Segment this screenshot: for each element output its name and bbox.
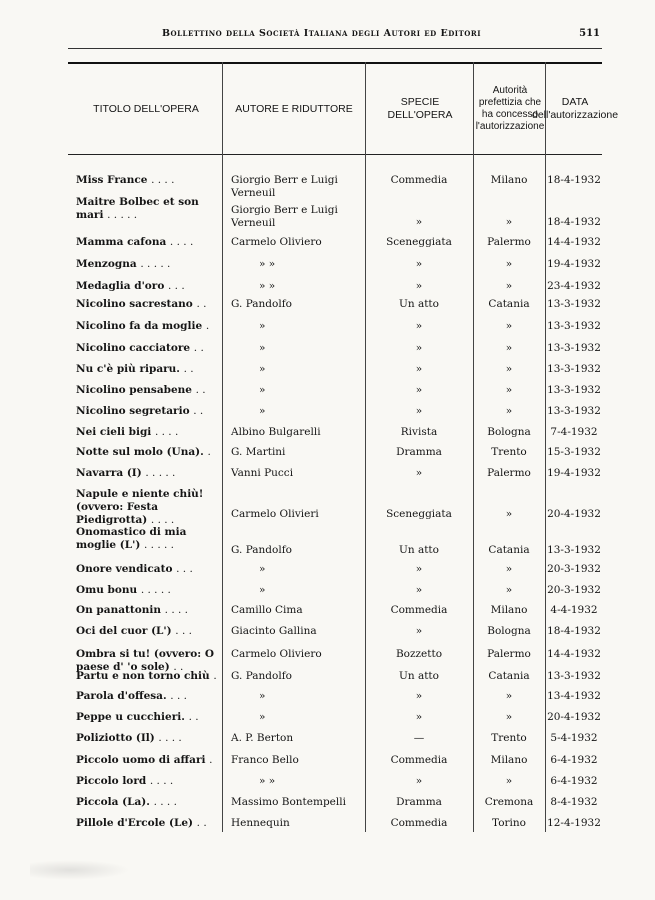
author-cell: A. P. Berton bbox=[231, 732, 294, 744]
leader-dots: . . bbox=[195, 384, 206, 396]
title-cell bbox=[76, 817, 218, 830]
author-cell: » bbox=[259, 405, 266, 417]
autorita-cell: Trento bbox=[491, 732, 527, 744]
header-rule bbox=[68, 48, 602, 49]
specie-cell: Un atto bbox=[399, 298, 439, 310]
title-cell bbox=[76, 320, 218, 333]
autorita-cell: Catania bbox=[488, 670, 530, 682]
title-cell bbox=[76, 690, 218, 703]
opera-title: Piccolo uomo di affari bbox=[76, 754, 206, 766]
opera-title: Onomastico di mia moglie (L') bbox=[76, 526, 187, 551]
table-row bbox=[0, 403, 655, 421]
table-row bbox=[0, 340, 655, 358]
leader-dots: . . . bbox=[167, 280, 185, 292]
page-number: 511 bbox=[579, 28, 600, 39]
running-header bbox=[50, 28, 600, 44]
leader-dots: . . . . bbox=[169, 236, 194, 248]
title-cell bbox=[76, 775, 218, 788]
journal-title: Bollettino della Società Italiana degli Autori ed Editori bbox=[162, 28, 481, 39]
author-cell: » bbox=[259, 384, 266, 396]
author-cell: Hennequin bbox=[231, 817, 290, 829]
table-row bbox=[0, 815, 655, 833]
col-header-autorita: Autorità prefettizia che ha concesso l'autorizzazione bbox=[475, 85, 545, 132]
col-header-specie: SPECIE DELL'OPERA bbox=[387, 96, 453, 121]
date-cell: 13-3-1932 bbox=[547, 384, 601, 396]
date-cell: 19-4-1932 bbox=[547, 467, 601, 479]
date-cell: 14-4-1932 bbox=[547, 648, 601, 660]
author-cell: » bbox=[259, 711, 266, 723]
opera-title: Menzogna bbox=[76, 258, 137, 270]
author-cell: Albino Bulgarelli bbox=[231, 426, 321, 438]
date-cell: 13-3-1932 bbox=[547, 363, 601, 375]
specie-cell: Sceneggiata bbox=[386, 508, 452, 520]
autorita-cell: » bbox=[505, 258, 513, 270]
autorita-cell: » bbox=[505, 320, 513, 332]
specie-cell: » bbox=[415, 280, 423, 292]
title-cell bbox=[76, 258, 218, 271]
opera-title: Piccolo lord bbox=[76, 775, 147, 787]
date-cell: 18-4-1932 bbox=[547, 174, 601, 186]
date-cell: 20-3-1932 bbox=[547, 563, 601, 575]
author-cell: » bbox=[259, 342, 266, 354]
opera-title: Nei cieli bigi bbox=[76, 426, 152, 438]
specie-cell: Commedia bbox=[390, 604, 448, 616]
opera-title: Omu bonu bbox=[76, 584, 138, 596]
author-cell: Vanni Pucci bbox=[231, 467, 294, 479]
date-cell: 15-3-1932 bbox=[547, 446, 601, 458]
autorita-cell: » bbox=[505, 363, 513, 375]
opera-title: Notte sul molo (Una). bbox=[76, 446, 204, 458]
leader-dots: . . bbox=[196, 298, 207, 310]
table-row bbox=[0, 278, 655, 296]
specie-cell: » bbox=[415, 467, 423, 479]
leader-dots: . . . . bbox=[153, 796, 177, 808]
date-cell: 13-3-1932 bbox=[547, 298, 601, 310]
author-cell: » bbox=[259, 690, 266, 702]
table-row bbox=[0, 194, 655, 230]
date-cell: 18-4-1932 bbox=[547, 625, 601, 637]
leader-dots: . . . . . bbox=[140, 584, 171, 596]
date-cell: 4-4-1932 bbox=[550, 604, 598, 616]
table-row bbox=[0, 602, 655, 620]
specie-cell: » bbox=[415, 216, 423, 228]
title-cell bbox=[76, 196, 218, 222]
author-cell: Carmelo Oliviero bbox=[231, 236, 322, 248]
leader-dots: . . . . . bbox=[140, 258, 171, 270]
opera-title: Oci del cuor (L') bbox=[76, 625, 172, 637]
opera-title: Poliziotto (Il) bbox=[76, 732, 155, 744]
specie-cell: Dramma bbox=[396, 446, 442, 458]
date-cell: 7-4-1932 bbox=[550, 426, 598, 438]
autorita-cell: » bbox=[505, 405, 513, 417]
title-cell bbox=[76, 796, 218, 809]
table-row bbox=[0, 486, 655, 526]
table-row bbox=[0, 296, 655, 314]
opera-title: Partu e non torno chiù bbox=[76, 670, 210, 682]
autorita-cell: Bologna bbox=[487, 426, 531, 438]
title-cell bbox=[76, 446, 218, 459]
leader-dots: . . . . bbox=[151, 174, 175, 186]
specie-cell: » bbox=[415, 775, 423, 787]
title-cell bbox=[76, 584, 218, 597]
title-cell bbox=[76, 236, 218, 249]
specie-cell: » bbox=[415, 563, 423, 575]
date-cell: 13-3-1932 bbox=[547, 405, 601, 417]
specie-cell: » bbox=[415, 625, 423, 637]
author-cell: » bbox=[259, 320, 266, 332]
table-row bbox=[0, 234, 655, 252]
opera-title: Nicolino sacrestano bbox=[76, 298, 193, 310]
author-cell: » » bbox=[259, 280, 276, 292]
autorita-cell: » bbox=[505, 775, 513, 787]
specie-cell: » bbox=[415, 584, 423, 596]
col-header-autore: AUTORE E RIDUTTORE bbox=[235, 102, 353, 115]
autorita-cell: Bologna bbox=[487, 625, 531, 637]
opera-title: Napule e niente chiù! (ovvero: Festa Piedigrotta) bbox=[76, 488, 204, 526]
opera-title: Piccola (La). bbox=[76, 796, 150, 808]
date-cell: 13-3-1932 bbox=[547, 342, 601, 354]
specie-cell: Commedia bbox=[390, 754, 448, 766]
autorita-cell: » bbox=[505, 216, 513, 228]
leader-dots: . . . . bbox=[149, 775, 174, 787]
leader-dots: . . . . . bbox=[145, 467, 176, 479]
table-row bbox=[0, 382, 655, 400]
leader-dots: . . . bbox=[170, 690, 187, 702]
opera-title: Medaglia d'oro bbox=[76, 280, 165, 292]
table-row bbox=[0, 709, 655, 727]
specie-cell: Commedia bbox=[390, 174, 448, 186]
author-cell: Franco Bello bbox=[231, 754, 299, 766]
title-cell bbox=[76, 363, 218, 376]
author-cell: Giorgio Berr e Luigi Verneuil bbox=[231, 204, 338, 229]
author-cell: Giacinto Gallina bbox=[231, 625, 317, 637]
opera-title: Nu c'è più riparu. bbox=[76, 363, 180, 375]
autorita-cell: » bbox=[505, 563, 513, 575]
table-row bbox=[0, 424, 655, 442]
date-cell: 20-4-1932 bbox=[547, 508, 601, 520]
author-cell: » » bbox=[259, 775, 276, 787]
table-row bbox=[0, 794, 655, 812]
col-header-titolo: TITOLO DELL'OPERA bbox=[93, 102, 199, 115]
title-cell bbox=[76, 526, 218, 552]
leader-dots: . . . . . bbox=[107, 209, 138, 221]
leader-dots: . . . . bbox=[164, 604, 189, 616]
autorita-cell: Palermo bbox=[487, 236, 531, 248]
title-cell bbox=[76, 426, 218, 439]
author-cell: G. Pandolfo bbox=[231, 298, 292, 310]
author-cell: Carmelo Olivieri bbox=[231, 508, 319, 520]
table-row bbox=[0, 444, 655, 462]
specie-cell: Un atto bbox=[399, 544, 439, 556]
table-row bbox=[0, 361, 655, 379]
specie-cell: Dramma bbox=[396, 796, 442, 808]
specie-cell: Commedia bbox=[390, 817, 448, 829]
opera-title: Pillole d'Ercole (Le) bbox=[76, 817, 194, 829]
specie-cell: » bbox=[415, 405, 423, 417]
autorita-cell: » bbox=[505, 508, 513, 520]
opera-title: Miss France bbox=[76, 174, 148, 186]
title-cell bbox=[76, 625, 218, 638]
leader-dots: . . . . bbox=[154, 426, 179, 438]
title-cell bbox=[76, 174, 218, 187]
title-cell bbox=[76, 298, 218, 311]
author-cell: Giorgio Berr e Luigi Verneuil bbox=[231, 174, 338, 199]
autorita-cell: Palermo bbox=[487, 467, 531, 479]
title-cell bbox=[76, 711, 218, 724]
autorita-cell: Catania bbox=[488, 544, 530, 556]
table-row bbox=[0, 465, 655, 483]
table-row bbox=[0, 730, 655, 748]
specie-cell: » bbox=[415, 342, 423, 354]
date-cell: 13-3-1932 bbox=[547, 670, 601, 682]
leader-dots: . bbox=[207, 446, 211, 458]
table-row bbox=[0, 688, 655, 706]
author-cell: » bbox=[259, 563, 266, 575]
specie-cell: » bbox=[415, 384, 423, 396]
date-cell: 8-4-1932 bbox=[550, 796, 598, 808]
opera-title: Nicolino segretario bbox=[76, 405, 190, 417]
title-cell bbox=[76, 280, 218, 293]
table-row bbox=[0, 752, 655, 770]
leader-dots: . . . bbox=[175, 625, 192, 637]
opera-title: Nicolino fa da moglie bbox=[76, 320, 203, 332]
autorita-cell: Palermo bbox=[487, 648, 531, 660]
leader-dots: . . bbox=[183, 363, 194, 375]
table-row bbox=[0, 773, 655, 791]
date-cell: 6-4-1932 bbox=[550, 775, 598, 787]
opera-title: Navarra (I) bbox=[76, 467, 142, 479]
author-cell: G. Pandolfo bbox=[231, 544, 292, 556]
specie-cell: » bbox=[415, 363, 423, 375]
autorita-cell: » bbox=[505, 280, 513, 292]
title-cell bbox=[76, 342, 218, 355]
opera-title: Onore vendicato bbox=[76, 563, 173, 575]
author-cell: » » bbox=[259, 258, 276, 270]
autorita-cell: Milano bbox=[490, 174, 528, 186]
date-cell: 23-4-1932 bbox=[547, 280, 601, 292]
title-cell bbox=[76, 732, 218, 745]
table-row bbox=[0, 524, 655, 558]
date-cell: 6-4-1932 bbox=[550, 754, 598, 766]
title-cell bbox=[76, 384, 218, 397]
autorita-cell: » bbox=[505, 584, 513, 596]
specie-cell: » bbox=[415, 258, 423, 270]
date-cell: 20-3-1932 bbox=[547, 584, 601, 596]
title-cell bbox=[76, 488, 218, 527]
autorita-cell: » bbox=[505, 342, 513, 354]
opera-title: Maitre Bolbec et son mari bbox=[76, 196, 199, 221]
leader-dots: . bbox=[209, 754, 213, 766]
table-row bbox=[0, 318, 655, 336]
date-cell: 20-4-1932 bbox=[547, 711, 601, 723]
table-row bbox=[0, 668, 655, 686]
leader-dots: . . . . bbox=[158, 732, 182, 744]
specie-cell: » bbox=[415, 690, 423, 702]
date-cell: 18-4-1932 bbox=[547, 216, 601, 228]
leader-dots: . bbox=[213, 670, 217, 682]
table-row bbox=[0, 582, 655, 600]
autorita-cell: Trento bbox=[491, 446, 527, 458]
leader-dots: . . bbox=[196, 817, 207, 829]
author-cell: » bbox=[259, 584, 266, 596]
leader-dots: . . . . bbox=[150, 514, 175, 526]
date-cell: 19-4-1932 bbox=[547, 258, 601, 270]
opera-title: On panattonin bbox=[76, 604, 161, 616]
opera-title: Mamma cafona bbox=[76, 236, 167, 248]
autorita-cell: Milano bbox=[490, 604, 528, 616]
autorita-cell: » bbox=[505, 711, 513, 723]
table-row bbox=[0, 561, 655, 579]
autorita-cell: » bbox=[505, 690, 513, 702]
date-cell: 13-3-1932 bbox=[547, 320, 601, 332]
leader-dots: . . . . . bbox=[143, 539, 175, 551]
leader-dots: . bbox=[205, 320, 210, 332]
leader-dots: . . bbox=[188, 711, 199, 723]
author-cell: » bbox=[259, 363, 266, 375]
specie-cell: Rivista bbox=[400, 426, 438, 438]
author-cell: G. Pandolfo bbox=[231, 670, 292, 682]
title-cell bbox=[76, 563, 218, 576]
opera-title: Ombra si tu! (ovvero: O paese d' 'o sole) bbox=[76, 648, 214, 673]
autorita-cell: Torino bbox=[492, 817, 526, 829]
specie-cell: Un atto bbox=[399, 670, 439, 682]
col-header-data: DATA dell'autorizzazione bbox=[531, 96, 619, 121]
title-cell bbox=[76, 405, 218, 418]
specie-cell: Sceneggiata bbox=[386, 236, 452, 248]
title-cell bbox=[76, 604, 218, 617]
autorita-cell: Milano bbox=[490, 754, 528, 766]
header-bottom-rule bbox=[68, 154, 602, 155]
autorita-cell: Catania bbox=[488, 298, 530, 310]
leader-dots: . . bbox=[193, 342, 204, 354]
date-cell: 5-4-1932 bbox=[550, 732, 598, 744]
specie-cell: Bozzetto bbox=[395, 648, 443, 660]
date-cell: 13-4-1932 bbox=[547, 690, 601, 702]
specie-cell: — bbox=[413, 732, 425, 744]
leader-dots: . . bbox=[193, 405, 204, 417]
author-cell: Carmelo Oliviero bbox=[231, 648, 322, 660]
title-cell bbox=[76, 670, 218, 683]
leader-dots: . . bbox=[173, 661, 184, 673]
autorita-cell: » bbox=[505, 384, 513, 396]
table-row bbox=[0, 256, 655, 274]
author-cell: Camillo Cima bbox=[231, 604, 303, 616]
leader-dots: . . . bbox=[176, 563, 193, 575]
table-row bbox=[0, 623, 655, 641]
opera-title: Nicolino cacciatore bbox=[76, 342, 191, 354]
scan-smudge bbox=[30, 860, 130, 880]
opera-title: Nicolino pensabene bbox=[76, 384, 192, 396]
autorita-cell: Cremona bbox=[484, 796, 534, 808]
author-cell: G. Martini bbox=[231, 446, 286, 458]
specie-cell: » bbox=[415, 711, 423, 723]
opera-title: Parola d'offesa. bbox=[76, 690, 167, 702]
date-cell: 12-4-1932 bbox=[547, 817, 601, 829]
author-cell: Massimo Bontempelli bbox=[231, 796, 346, 808]
specie-cell: » bbox=[415, 320, 423, 332]
opera-title: Peppe u cucchieri. bbox=[76, 711, 185, 723]
title-cell bbox=[76, 754, 218, 767]
date-cell: 13-3-1932 bbox=[547, 544, 601, 556]
date-cell: 14-4-1932 bbox=[547, 236, 601, 248]
title-cell bbox=[76, 467, 218, 480]
